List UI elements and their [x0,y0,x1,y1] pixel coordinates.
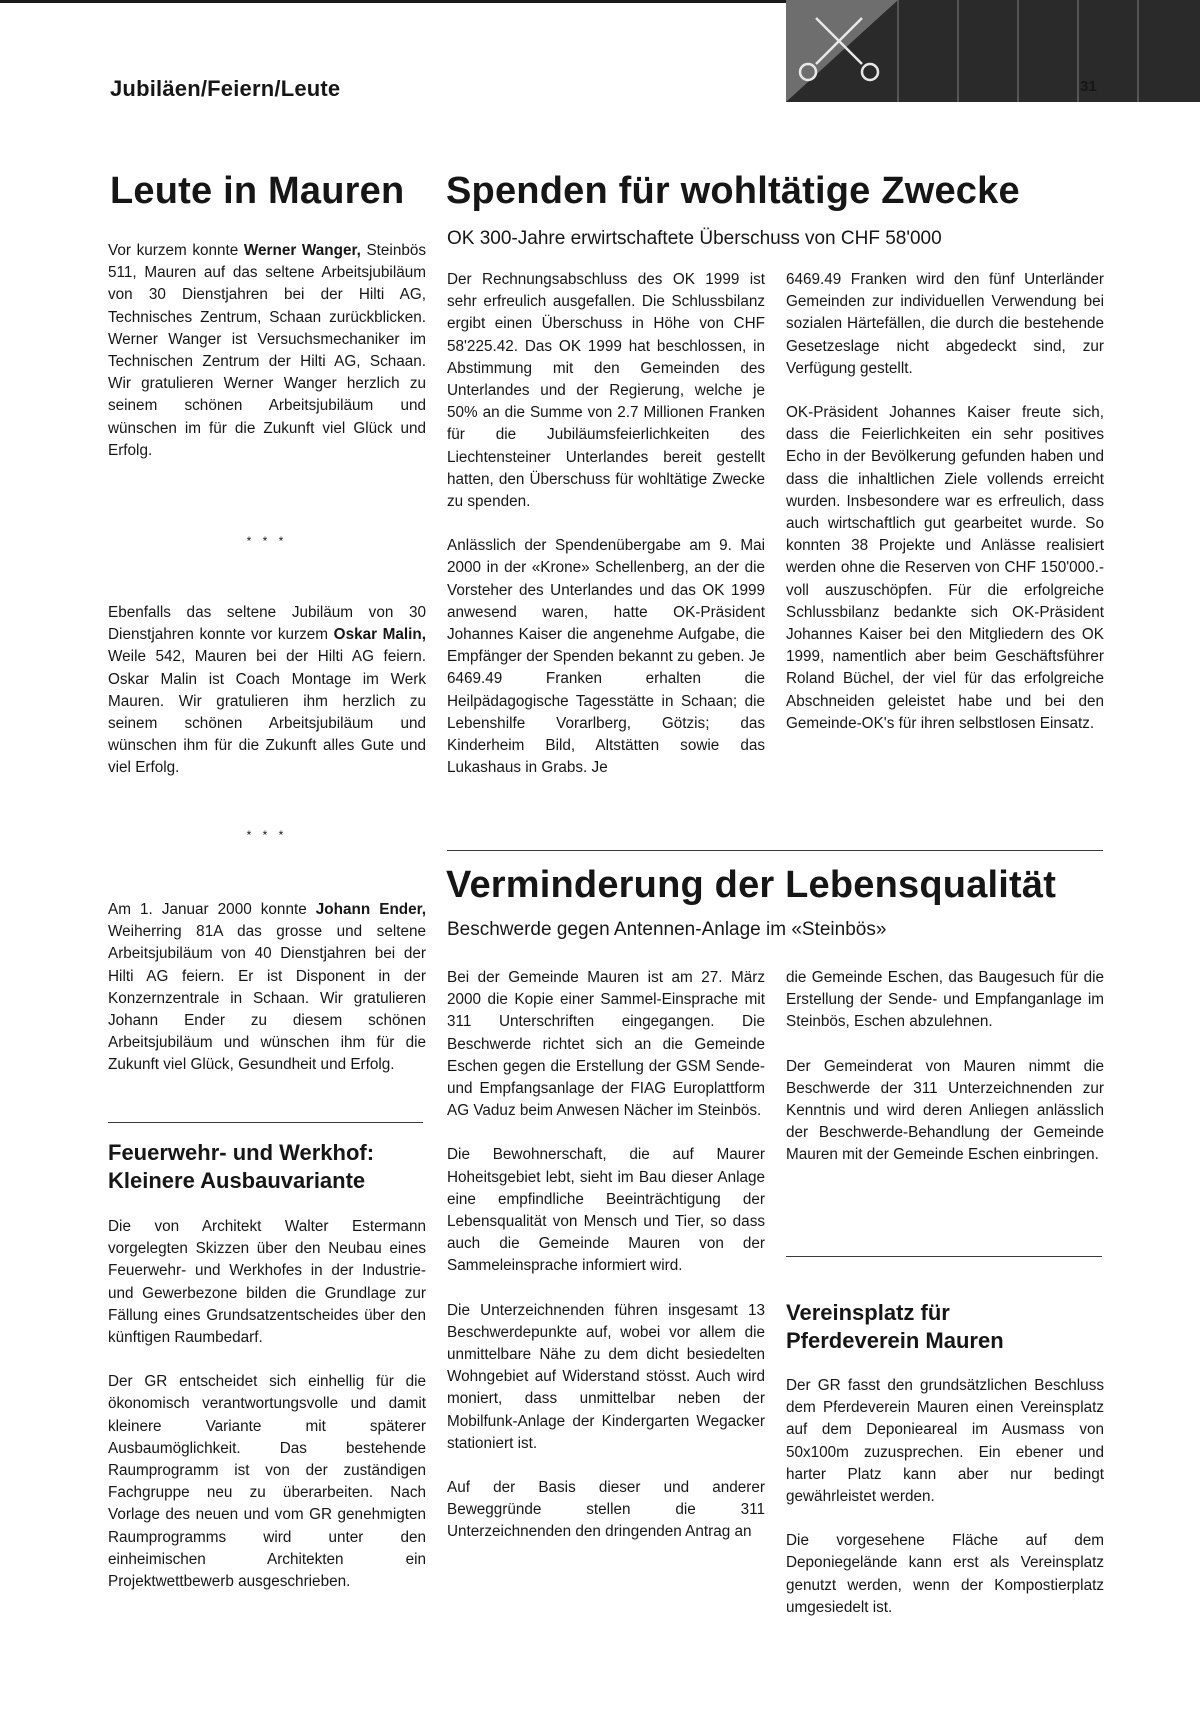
paragraph: Der GR entscheidet sich einhellig für die ökonomisch verantwortungsvolle und damit kleinere Variante mit späterer Ausbaumöglichkeit. Das bestehende Raumprogramm ist von der zuständigen Fachgruppe neu zu überarbeiten. Nach Vorlage des neuen und vom GR genehmigten Raumprogramms wird unter den einheimischen Architekten ein Projektwettbewerb ausgeschrieben. [108,1373,426,1591]
paragraph-ender: Am 1. Januar 2000 konnte Johann Ender, Weiherring 81A das grosse und seltene Arbeitsjubiläum von 40 Dienstjahren bei der Hilti AG feiern. Er ist Disponent in der Konzernzentrale in Schaan. Wir gratulieren Johann Ender zu diesem schönen Arbeitsjubiläum und wünschen ihm für die Zukunft viel Glück, Gesundheit und Erfolg. [108,901,426,1074]
article-title-lebensqualitaet: Verminderung der Lebensqualität [446,864,1057,906]
leute-column-2 [108,602,426,802]
paragraph: die Gemeinde Eschen, das Baugesuch für die Erstellung der Sende- und Empfanganlage im Steinbös, Eschen abzulehnen. [786,969,1104,1031]
spenden-column-2 [786,269,1104,735]
section-label: Jubiläen/Feiern/Leute [110,76,341,101]
name-werner-wanger: Werner Wanger, [243,242,361,259]
article-title-feuerwehr: Feuerwehr- und Werkhof: Kleinere Ausbauvariante [108,1140,375,1193]
article-subtitle-spenden: OK 300-Jahre erwirtschaftete Überschuss von CHF 58'000 [447,228,942,249]
paragraph-wanger: Vor kurzem konnte Werner Wanger, Steinbös 511, Mauren auf das seltene Arbeitsjubiläum von 30 Dienstjahren bei der Hilti AG, Technisches Zentrum, Schaan zurückblicken. Werner Wanger ist Versuchsmechaniker im Technischen Zentrum der Hilti AG, Schaan. Wir gratulieren Werner Wanger herzlich zu seinem schönen Arbeitsjubiläum und wünschen im für die Zukunft viel Glück und Erfolg. [108,242,427,459]
paragraph: Der GR fasst den grundsätzlichen Beschluss dem Pferdeverein Mauren einen Vereinsplatz auf dem Deponieareal im Ausmass von 50x100m zuzusprechen. Ein ebener und harter Platz kann aber nur bedingt gewährleistet werden. [786,1377,1104,1506]
article-title-spenden: Spenden für wohltätige Zwecke [446,170,1020,212]
paragraph: OK-Präsident Johannes Kaiser freute sich, dass die Feierlichkeiten ein sehr positives Echo in der Bevölkerung gefunden haben und dass die inhaltlichen Ziele vollends erreicht wurden. Insbesondere war es erfreulich, dass auch wirtschaftlich gut gearbeitet wurde. So konnten 38 Projekte und Anlässe realisiert werden ohne die Reserven von CHF 150'000.- voll auszuschöpfen. Für die erfolgreiche Schlussbilanz bedankte sich OK-Präsident Johannes Kaiser bei den Mitgliedern des OK 1999, namentlich aber beim Geschäftsführer Roland Büchel, der viel für das erfolgreiche Abschneiden geleistet habe und bei den Gemeinde-OK's für ihren selbstlosen Einsatz. [786,404,1104,732]
article-title-leute: Leute in Mauren [110,170,405,212]
paragraph-malin: Ebenfalls das seltene Jubiläum von 30 Dienstjahren konnte vor kurzem Oskar Malin, Weile 542, Mauren bei der Hilti AG feiern. Oskar Malin ist Coach Montage im Werk Mauren. Wir gratulieren ihm herzlich zu seinem schönen Arbeitsjubiläum und wünschen ihm für die Zukunft alles Gute und viel Erfolg. [108,604,427,777]
vereinsplatz-column [786,1375,1104,1619]
spenden-column-1 [447,269,765,779]
paragraph: Anlässlich der Spendenübergabe am 9. Mai 2000 in der «Krone» Schellenberg, an der die Vorsteher des Unterlandes und das OK 1999 anwesend waren, hatte OK-Präsident Johannes Kaiser die angenehme Aufgabe, die Empfänger der Spenden bekannt zu geben. Je 6469.49 Franken erhalten die Heilpädagogische Tagesstätte in Schaan; die Lebenshilfe Vorarlberg, Götzis; das Kinderheim Bild, Altstätten sowie das Lukashaus in Grabs. Je [447,537,765,777]
leute-column [108,240,426,484]
section-divider [108,1122,423,1123]
paragraph: Die Bewohnerschaft, die auf Maurer Hoheitsgebiet lebt, sieht im Bau dieser Anlage eine empfindliche Beeinträchtigung der Lebensqualität von Mensch und Tier, so dass auch die Gemeinde Mauren von der Sammeleinsprache informiert wird. [447,1146,765,1275]
feuerwehr-column [108,1216,426,1593]
lebensqualitaet-column-2 [786,967,1104,1167]
paragraph: Die Unterzeichnenden führen insgesamt 13 Beschwerdepunkte auf, wobei vor allem die unmittelbare Nähe zu dem dicht besiedelten Wohngebiet auf Widerstand stösst. Auch wird moniert, dass unmittelbar neben der Mobilfunk-Anlage der Kindergarten Wegacker stationiert ist. [447,1301,765,1452]
paragraph: Der Rechnungsabschluss des OK 1999 ist sehr erfreulich ausgefallen. Die Schlussbilanz ergibt einen Überschuss in Höhe von CHF 58'225.42. Das OK 1999 hat beschlossen, in Abstimmung mit den Gemeinden des Unterlandes und der Regierung, welche je 50% an die Summe von 2.7 Millionen Franken für die Jubiläumsfeierlichkeiten des Liechtensteiner Unterlandes bereit gestellt hatten, den Überschuss für wohltätige Zwecke zu spenden. [447,271,765,511]
paragraph: 6469.49 Franken wird den fünf Unterländer Gemeinden zur individuellen Verwendung bei sozialen Härtefällen, die durch die bestehende Gesetzeslage nicht abgedeckt sind, zur Verfügung gestellt. [786,271,1104,377]
article-subtitle-lebensqualitaet: Beschwerde gegen Antennen-Anlage im «Steinbös» [447,919,887,940]
leute-column-3 [108,899,426,1099]
separator-stars: * * * [246,828,288,842]
name-johann-ender: Johann Ender, [315,901,426,918]
paragraph: Der Gemeinderat von Mauren nimmt die Beschwerde der 311 Unterzeichnenden zur Kenntnis und wird deren Anliegen anlässlich der Beschwerde-Behandlung der Gemeinde Mauren mit der Gemeinde Eschen einbringen. [786,1057,1104,1164]
header-decoration [786,0,1200,102]
article-title-vereinsplatz: Vereinsplatz für Pferdeverein Mauren [786,1300,1004,1353]
paragraph: Bei der Gemeinde Mauren ist am 27. März 2000 die Kopie einer Sammel-Einsprache mit 311 Unterschriften eingegangen. Die Beschwerde richtet sich an die Gemeinde Eschen gegen die Erstellung der GSM Sende- und Empfangsanlage der FIAG Europlattform AG Vaduz beim Anwesen Nächer im Steinbös. [447,969,765,1120]
page-number: 31 [1080,78,1097,95]
paragraph: Die von Architekt Walter Estermann vorgelegten Skizzen über den Neubau eines Feuerwehr- und Werkhofes in der Industrie- und Gewerbezone bilden die Grundlage zur Fällung eines Grundsatzentscheides über den künftigen Raumbedarf. [108,1218,426,1347]
section-divider [786,1256,1102,1257]
paragraph: Die vorgesehene Fläche auf dem Deponiegelände kann erst als Vereinsplatz genutzt werden, wenn der Kompostierplatz umgesiedelt ist. [786,1532,1104,1616]
section-divider [447,850,1103,851]
separator-stars: * * * [246,534,288,548]
paragraph: Auf der Basis dieser und anderer Beweggründe stellen die 311 Unterzeichnenden den dringenden Antrag an [447,1479,765,1541]
lebensqualitaet-column-1 [447,967,765,1544]
name-oskar-malin: Oskar Malin, [333,626,427,644]
